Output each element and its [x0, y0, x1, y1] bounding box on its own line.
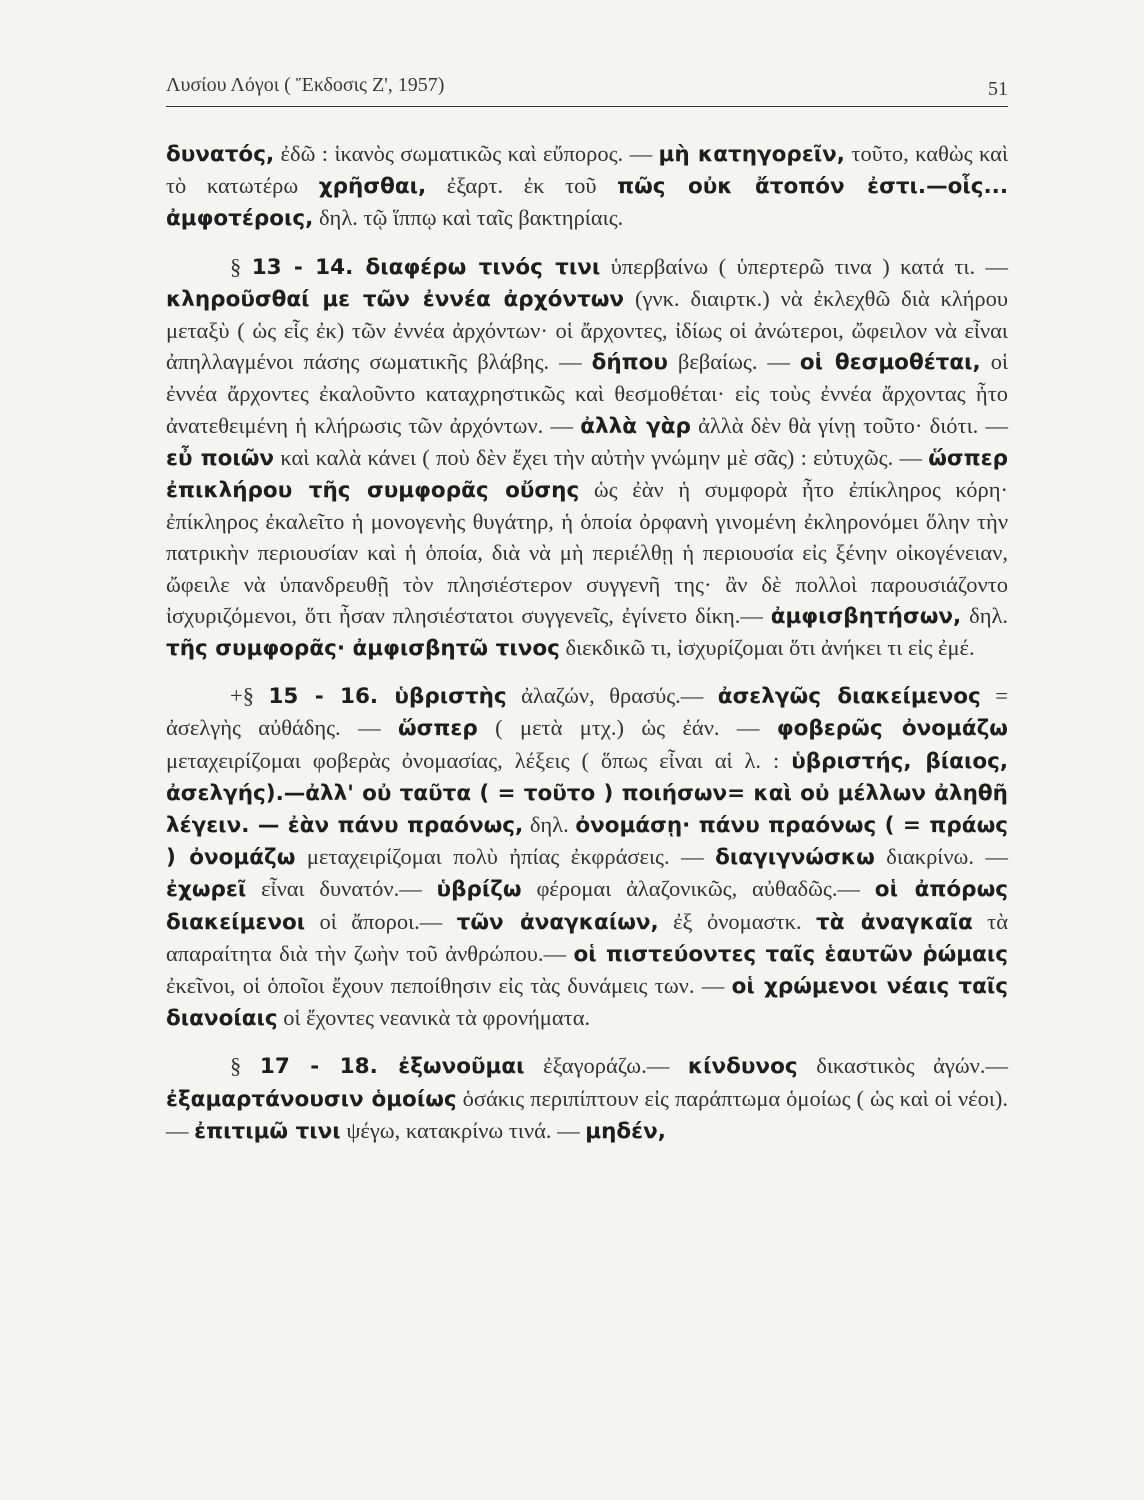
gloss-text: οἱ ἐννέα ἄρχοντες ἐκαλοῦντο καταχρηστικῶς καὶ θεσμοθέται· εἰς τοὺς ἐννέα ἄρχοντας ἦτο ἀνατεθειμένη ἡ κλήρωσις τῶν ἀρχόντων. — — [166, 349, 1009, 438]
lemma-term: ἀλλὰ γὰρ — [580, 413, 691, 439]
paragraph — [166, 1050, 1008, 1147]
gloss-text: δηλ. — [523, 812, 576, 838]
lemma-term: 13 - 14. διαφέρω τινός τινι — [251, 254, 601, 280]
gloss-text: +§ — [230, 683, 269, 709]
gloss-text: ἀλλὰ δὲν θὰ γίνῃ τοῦτο· διότι. — — [690, 412, 1008, 438]
gloss-text: διεκδικῶ τι, ἰσχυρίζομαι ὅτι ἀνήκει τι εἰς ἐμέ. — [559, 635, 975, 661]
body-text — [166, 138, 1008, 1147]
gloss-text: οἱ ἄποροι.— — [305, 908, 457, 934]
lemma-term: μηδέν, — [585, 1118, 666, 1144]
lemma-term: 15 - 16. ὑβριστὴς — [268, 684, 507, 710]
paragraph — [166, 138, 1008, 235]
lemma-term: φοβερῶς ὀνομάζω — [776, 716, 1008, 742]
lemma-term: ὀνομάσῃ· πάνυ πραόνως ( = πράως ) ὀνομάζω — [166, 813, 1009, 871]
lemma-term: διαγιγνώσκω — [715, 845, 875, 871]
gloss-text: καὶ καλὰ κάνει ( ποὺ δὲν ἔχει τὴν αὐτὴν γνώμην μὲ σᾶς) : εὐτυχῶς. — — [274, 444, 929, 470]
running-header — [166, 70, 1008, 107]
lemma-term: ἐχωρεῖ — [166, 877, 247, 903]
lemma-term: οἱ χρώμενοι νέαις ταῖς διανοίαις — [166, 974, 1009, 1032]
gloss-text: § — [230, 253, 252, 279]
gloss-text: ἐξαγοράζω.— — [524, 1053, 688, 1079]
lemma-term: 17 - 18. ἐξωνοῦμαι — [259, 1054, 525, 1080]
paragraph — [166, 680, 1008, 1034]
gloss-text: ( μετὰ μτχ.) ὡς ἐάν. — — [477, 715, 777, 741]
gloss-text: διακρίνω. — — [874, 844, 1009, 870]
lemma-term: τὰ ἀναγκαῖα — [816, 909, 973, 935]
gloss-text: βεβαίως. — — [667, 349, 800, 375]
lemma-term: δυνατός, — [166, 142, 275, 167]
gloss-text: εἶναι δυνατόν.— — [246, 876, 437, 902]
gloss-text: τοῦτο, καθὼς καὶ τὸ κατωτέρω — [166, 141, 1008, 199]
page-number: 51 — [988, 78, 1008, 100]
gloss-text: δηλ. τῷ ἵππῳ καὶ ταῖς βακτηρίαις. — [313, 205, 624, 231]
lemma-term: οἱ ἀπόρως διακείμενοι — [166, 877, 1008, 935]
lemma-term: δήπου — [591, 350, 668, 376]
gloss-text: ὁσάκις περιπίπτουν εἰς παράπτωμα ὁμοίως ( ὡς καὶ οἱ νέοι). — — [166, 1085, 1008, 1143]
lemma-term: τῶν ἀναγκαίων, — [456, 909, 659, 935]
lemma-term: οἱ θεσμοθέται, — [799, 350, 981, 376]
lemma-term: ὥσπερ — [397, 716, 478, 742]
gloss-text: = ἀσελγὴς αὐθάδης. — — [166, 683, 1008, 741]
gloss-text: § — [230, 1053, 260, 1079]
lemma-term: ἐξαμαρτάνουσιν ὁμοίως — [166, 1086, 457, 1112]
lemma-term: οἱ πιστεύοντες ταῖς ἑαυτῶν ῥώμαις — [573, 941, 1008, 967]
lemma-term: κίνδυνος — [687, 1054, 798, 1080]
gloss-text: ἐδῶ : ἱκανὸς σωματικῶς καὶ εὔπορος. — — [274, 141, 659, 166]
gloss-text: ὡς ἐὰν ἡ συμφορὰ ἦτο ἐπίκληρος κόρη· ἐπίκληρος ἐκαλεῖτο ἡ μονογενὴς θυγάτηρ, ἡ ὁποία ὀρφανὴ γινομένη ἐκληρονόμει ὅλην τὴν πατρικὴν περιουσίαν καὶ ἡ ὁποία, διὰ νὰ μὴ περιέλθῃ ἡ περιουσία εἰς ξένην οἰκογένειαν, ὤφειλε νὰ ὑπανδρευθῇ τὸν πλησιέστερον συγγενῆ της· ἂν δὲ πολλοὶ παρουσιάζοντο ἰσχυριζόμενοι, ὅτι ἦσαν πλησιέστατοι συγγενεῖς, ἐγίνετο δίκη.— — [166, 477, 1009, 628]
lemma-term: τῆς συμφορᾶς· ἀμφισβητῶ τινος — [166, 636, 560, 662]
paragraph — [166, 251, 1008, 665]
gloss-text: οἱ ἔχοντες νεανικὰ τὰ φρονήματα. — [277, 1005, 591, 1031]
lemma-term: ὑβριστής, βίαιος, ἀσελγής).—ἀλλ' οὐ ταῦτα ( = τοῦτο ) ποιήσων= καὶ οὐ μέλλων ἀληθῆ λέγειν. — ἐὰν πάνυ πραόνως, — [166, 748, 1008, 839]
gloss-text: δηλ. — [961, 602, 1008, 628]
lemma-term: ἀσελγῶς διακείμενος — [717, 684, 981, 710]
gloss-text: ἐξαρτ. ἐκ τοῦ — [426, 173, 618, 199]
gloss-text: τὰ απαραίτητα διὰ τὴν ζωὴν τοῦ ἀνθρώπου.— — [166, 908, 1008, 966]
gloss-text: μεταχειρίζομαι πολὺ ἠπίας ἐκφράσεις. — — [295, 844, 716, 870]
gloss-text: φέρομαι ἀλαζονικῶς, αὐθαδῶς.— — [521, 876, 875, 902]
gloss-text: ὑπερβαίνω ( ὑπερτερῶ τινα ) κατά τι. — — [600, 253, 1009, 279]
lemma-term: εὖ ποιῶν — [166, 445, 275, 471]
lemma-term: κληροῦσθαί με τῶν ἐννέα ἀρχόντων — [166, 286, 625, 312]
gloss-text: ψέγω, κατακρίνω τινά. — — [340, 1117, 586, 1143]
lemma-term: πῶς οὐκ ἄτοπόν ἐστι.—οἷς... ἀμφοτέροις, — [166, 174, 1009, 232]
lemma-term: ὥσπερ ἐπικλήρου τῆς συμφορᾶς οὔσης — [166, 445, 1008, 504]
gloss-text: ἐξ ὀνομαστκ. — [658, 908, 816, 934]
gloss-text: ἐκεῖνοι, οἱ ὁποῖοι ἔχουν πεποίθησιν εἰς τὰς δυνάμεις των. — — [166, 973, 732, 999]
gloss-text: δικαστικὸς ἀγών.— — [797, 1053, 1008, 1079]
lemma-term: μὴ κατηγορεῖν, — [658, 142, 845, 167]
lemma-term: ὑβρίζω — [436, 877, 522, 903]
gloss-text: (γνκ. διαιρτκ.) νὰ ἐκλεχθῶ διὰ κλήρου μεταξὺ ( ὡς εἷς ἐκ) τῶν ἐννέα ἀρχόντων· οἱ ἄρχοντες, ἰδίως οἱ ἀνώτεροι, ὤφειλον νὰ εἶναι ἀπηλλαγμένοι πάσης σωματικῆς βλάβης. — — [166, 285, 1008, 375]
header-title: Λυσίου Λόγοι ( Ἔκδοσις Ζ', 1957) — [166, 74, 445, 96]
lemma-term: ἐπιτιμῶ τινι — [194, 1118, 341, 1144]
lemma-term: ἀμφισβητήσων, — [770, 603, 962, 629]
gloss-text: μεταχειρίζομαι φοβερὰς ὀνομασίας, λέξεις ( ὅπως εἶναι αἱ λ. : — [166, 747, 792, 773]
gloss-text: ἀλαζών, θρασύς.— — [506, 683, 718, 709]
lemma-term: χρῆσθαι, — [318, 174, 427, 200]
